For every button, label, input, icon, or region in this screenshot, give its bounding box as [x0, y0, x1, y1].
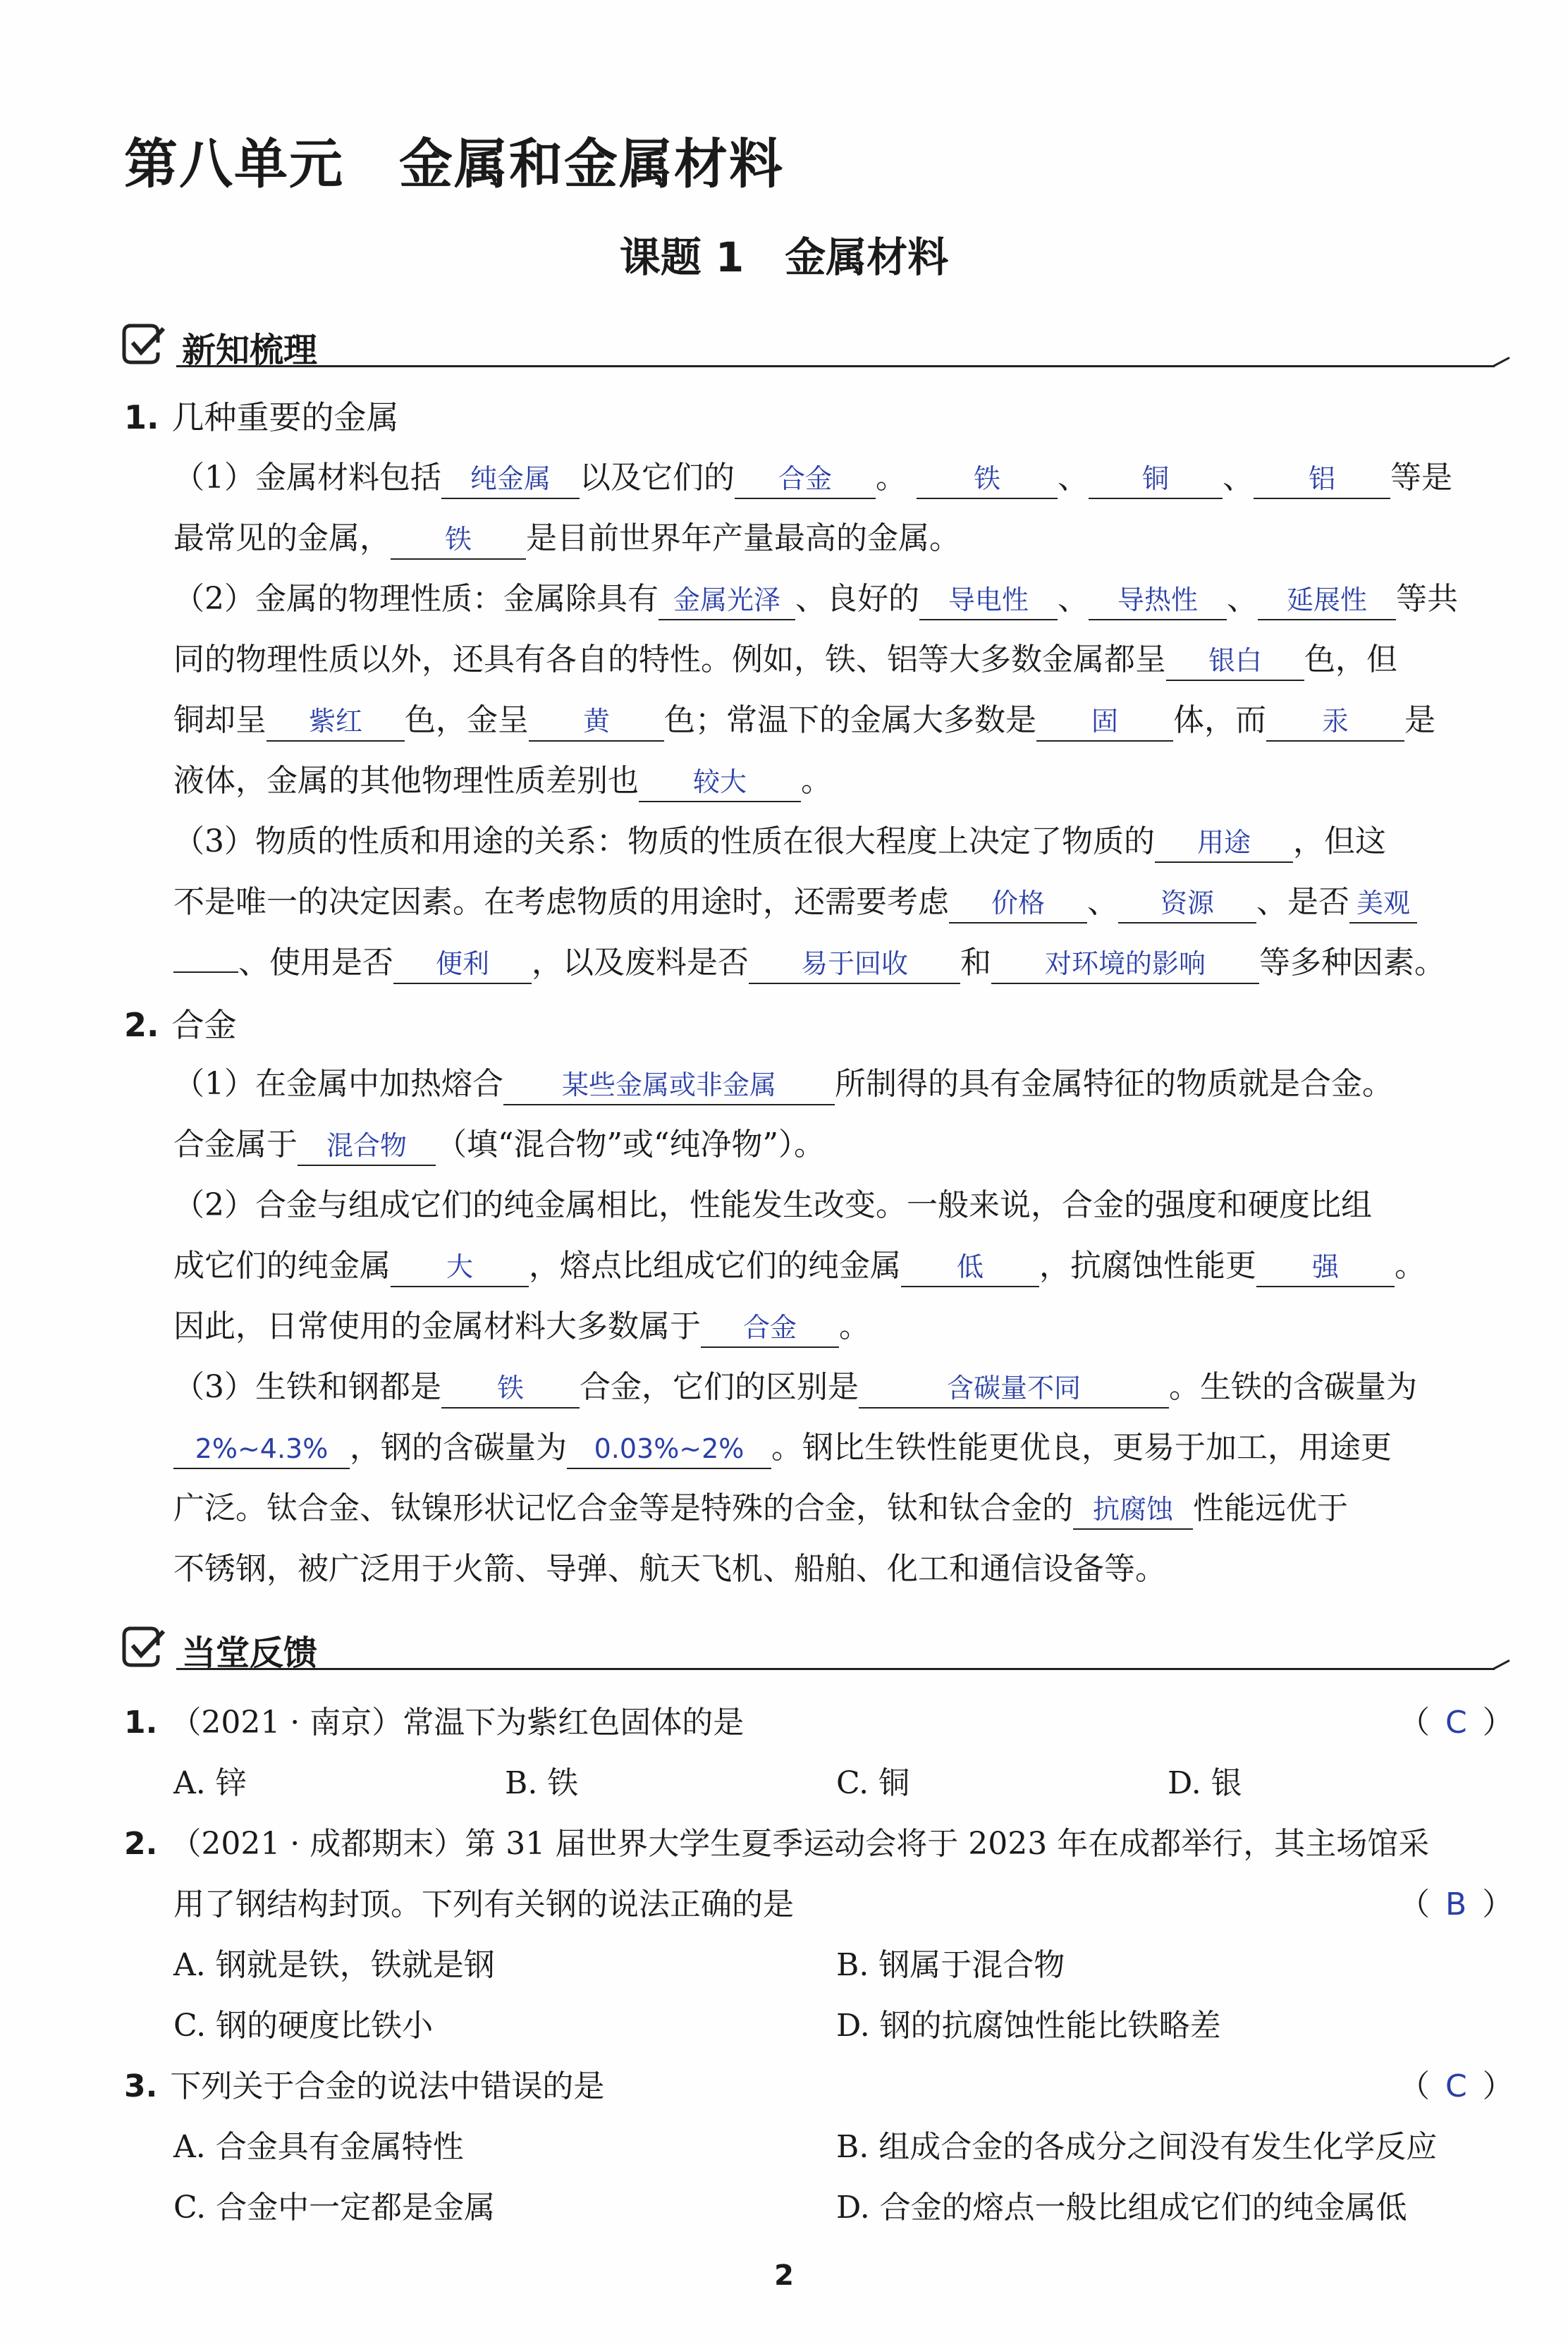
- mc-answer: B: [1445, 1886, 1467, 1922]
- option-a: A. 钢就是铁，铁就是钢: [173, 1947, 495, 1983]
- section-divider-end: [1493, 1659, 1509, 1670]
- q2-line-1: （1）在金属中加热熔合 某些金属或非金属 所制得的具有金属特征的物质就是合金。: [173, 1063, 1393, 1110]
- q2-line-7: 2%~4.3% ，钢的含碳量为 0.03%~2% 。钢比生铁性能更优良，更易于加工，用途更: [173, 1427, 1392, 1473]
- answer-blank: 固: [1036, 702, 1173, 742]
- answer-blank: 易于回收: [749, 945, 960, 984]
- answer-blank: 资源: [1118, 884, 1256, 924]
- answer-blank: 银白: [1166, 642, 1304, 681]
- answer-blank: 强: [1256, 1248, 1395, 1287]
- q2-line-9: 不锈钢，被广泛用于火箭、导弹、航天飞机、船舶、化工和通信设备等。: [173, 1551, 1166, 1587]
- q1-line-1: （1）金属材料包括 纯金属 以及它们的 合金 。 铁 、 铜 、 铝 等是: [173, 457, 1452, 503]
- option-b: B. 组成合金的各成分之间没有发生化学反应: [836, 2129, 1438, 2165]
- answer-blank: 铁: [917, 460, 1058, 499]
- q1-line-2: 最常见的金属， 铁 是目前世界年产量最高的金属。: [173, 517, 960, 564]
- answer-blank: 对环境的影响: [991, 945, 1259, 984]
- option-b: B. 钢属于混合物: [836, 1947, 1065, 1983]
- answer-blank: 合金: [735, 460, 876, 499]
- answer-blank: 铝: [1254, 460, 1390, 499]
- answer-paren: （ C ）: [1399, 1705, 1514, 1741]
- answer-blank: 紫红: [267, 702, 405, 742]
- option-d: D. 银: [1168, 1765, 1242, 1801]
- section-divider-end: [1493, 357, 1509, 367]
- answer-blank: 0.03%~2%: [567, 1430, 771, 1469]
- answer-blank: 黄: [529, 702, 664, 742]
- answer-blank: 延展性: [1258, 581, 1396, 620]
- answer-blank: 导热性: [1089, 581, 1227, 620]
- section-title: 当堂反馈: [182, 1633, 318, 1673]
- q1-line-5: 铜却呈 紫红 色，金呈 黄 色；常温下的金属大多数是 固 体，而 汞 是: [173, 699, 1435, 746]
- answer-blank: 导电性: [919, 581, 1058, 620]
- q2-heading: 2. 合金: [124, 1006, 237, 1044]
- answer-blank: 合金: [701, 1308, 839, 1348]
- mc-question-2-cont: 用了钢结构封顶。下列有关钢的说法正确的是: [173, 1886, 794, 1922]
- q2-line-4: 成它们的纯金属 大 ，熔点比组成它们的纯金属 低 ，抗腐蚀性能更 强 。: [173, 1245, 1426, 1291]
- page-number: 2: [774, 2259, 794, 2292]
- q1-line-9: 、使用是否 便利 ，以及废料是否 易于回收 和 对环境的影响 等多种因素。: [173, 942, 1445, 988]
- answer-blank: 较大: [639, 763, 801, 802]
- answer-blank: 汞: [1266, 702, 1404, 742]
- q2-line-2: 合金属于 混合物 （填“混合物”或“纯净物”）。: [173, 1124, 825, 1170]
- answer-blank: 铜: [1089, 460, 1223, 499]
- answer-blank: 美观: [1349, 884, 1417, 924]
- answer-blank: 大: [391, 1248, 529, 1287]
- q2-line-3: （2）合金与组成它们的纯金属相比，性能发生改变。一般来说，合金的强度和硬度比组: [173, 1187, 1372, 1223]
- answer-blank: 便利: [393, 945, 532, 984]
- answer-paren: （ C ）: [1399, 2068, 1514, 2104]
- q2-line-8: 广泛。钛合金、钛镍形状记忆合金等是特殊的合金，钛和钛合金的 抗腐蚀 性能远优于: [173, 1487, 1348, 1534]
- answer-blank: 低: [901, 1248, 1039, 1287]
- section-title: 新知梳理: [182, 331, 318, 370]
- answer-blank-continued: [173, 971, 238, 973]
- mc-answer: C: [1445, 1705, 1467, 1741]
- option-c: C. 铜: [836, 1765, 910, 1801]
- q1-line-4: 同的物理性质以外，还具有各自的特性。例如，铁、铝等大多数金属都呈 银白 色，但: [173, 639, 1397, 685]
- option-d: D. 合金的熔点一般比组成它们的纯金属低: [836, 2190, 1407, 2226]
- unit-title: 第八单元 金属和金属材料: [124, 133, 784, 195]
- option-c: C. 合金中一定都是金属: [173, 2190, 496, 2226]
- q1-heading: 1. 几种重要的金属: [124, 398, 399, 436]
- option-b: B. 铁: [505, 1765, 579, 1801]
- option-a: A. 锌: [173, 1765, 247, 1801]
- mc-question-3: 3. 下列关于合金的说法中错误的是: [124, 2068, 605, 2104]
- mc-answer: C: [1445, 2068, 1467, 2104]
- q1-line-8: 不是唯一的决定因素。在考虑物质的用途时，还需要考虑 价格 、 资源 、是否 美观: [173, 881, 1417, 928]
- lesson-title: 课题 1 金属材料: [619, 233, 949, 281]
- q2-line-6: （3）生铁和钢都是 铁 合金，它们的区别是 含碳量不同 。生铁的含碳量为: [173, 1366, 1417, 1413]
- mc-question-1: 1. （2021 · 南京）常温下为紫红色固体的是: [124, 1705, 745, 1741]
- answer-blank: 金属光泽: [659, 581, 795, 620]
- q1-line-3: （2）金属的物理性质：金属除具有 金属光泽 、良好的 导电性 、 导热性 、 延展性 等共: [173, 578, 1458, 625]
- answer-blank: 用途: [1155, 823, 1293, 863]
- checkbox-icon: [121, 321, 171, 367]
- answer-paren: （ B ）: [1399, 1886, 1514, 1922]
- answer-blank: 铁: [391, 520, 526, 560]
- answer-blank: 2%~4.3%: [173, 1430, 350, 1469]
- answer-blank: 抗腐蚀: [1073, 1490, 1193, 1530]
- answer-blank: 某些金属或非金属: [503, 1066, 835, 1105]
- option-d: D. 钢的抗腐蚀性能比铁略差: [836, 2008, 1221, 2044]
- option-c: C. 钢的硬度比铁小: [173, 2008, 434, 2044]
- answer-blank: 混合物: [298, 1127, 436, 1166]
- answer-blank: 铁: [441, 1369, 580, 1409]
- section-divider: [176, 1668, 1495, 1670]
- answer-blank: 含碳量不同: [859, 1369, 1169, 1409]
- q2-line-5: 因此，日常使用的金属材料大多数属于 合金 。: [173, 1306, 870, 1352]
- checkbox-icon: [121, 1624, 171, 1669]
- answer-blank: 纯金属: [441, 460, 580, 499]
- q1-line-6: 液体，金属的其他物理性质差别也 较大 。: [173, 760, 832, 806]
- answer-blank: 价格: [949, 884, 1087, 924]
- mc-question-2: 2. （2021 · 成都期末）第 31 届世界大学生夏季运动会将于 2023 年在成都举行，其主场馆采: [124, 1826, 1430, 1862]
- section-divider: [176, 365, 1495, 367]
- q1-line-7: （3）物质的性质和用途的关系：物质的性质在很大程度上决定了物质的 用途 ，但这: [173, 821, 1386, 867]
- option-a: A. 合金具有金属特性: [173, 2129, 464, 2165]
